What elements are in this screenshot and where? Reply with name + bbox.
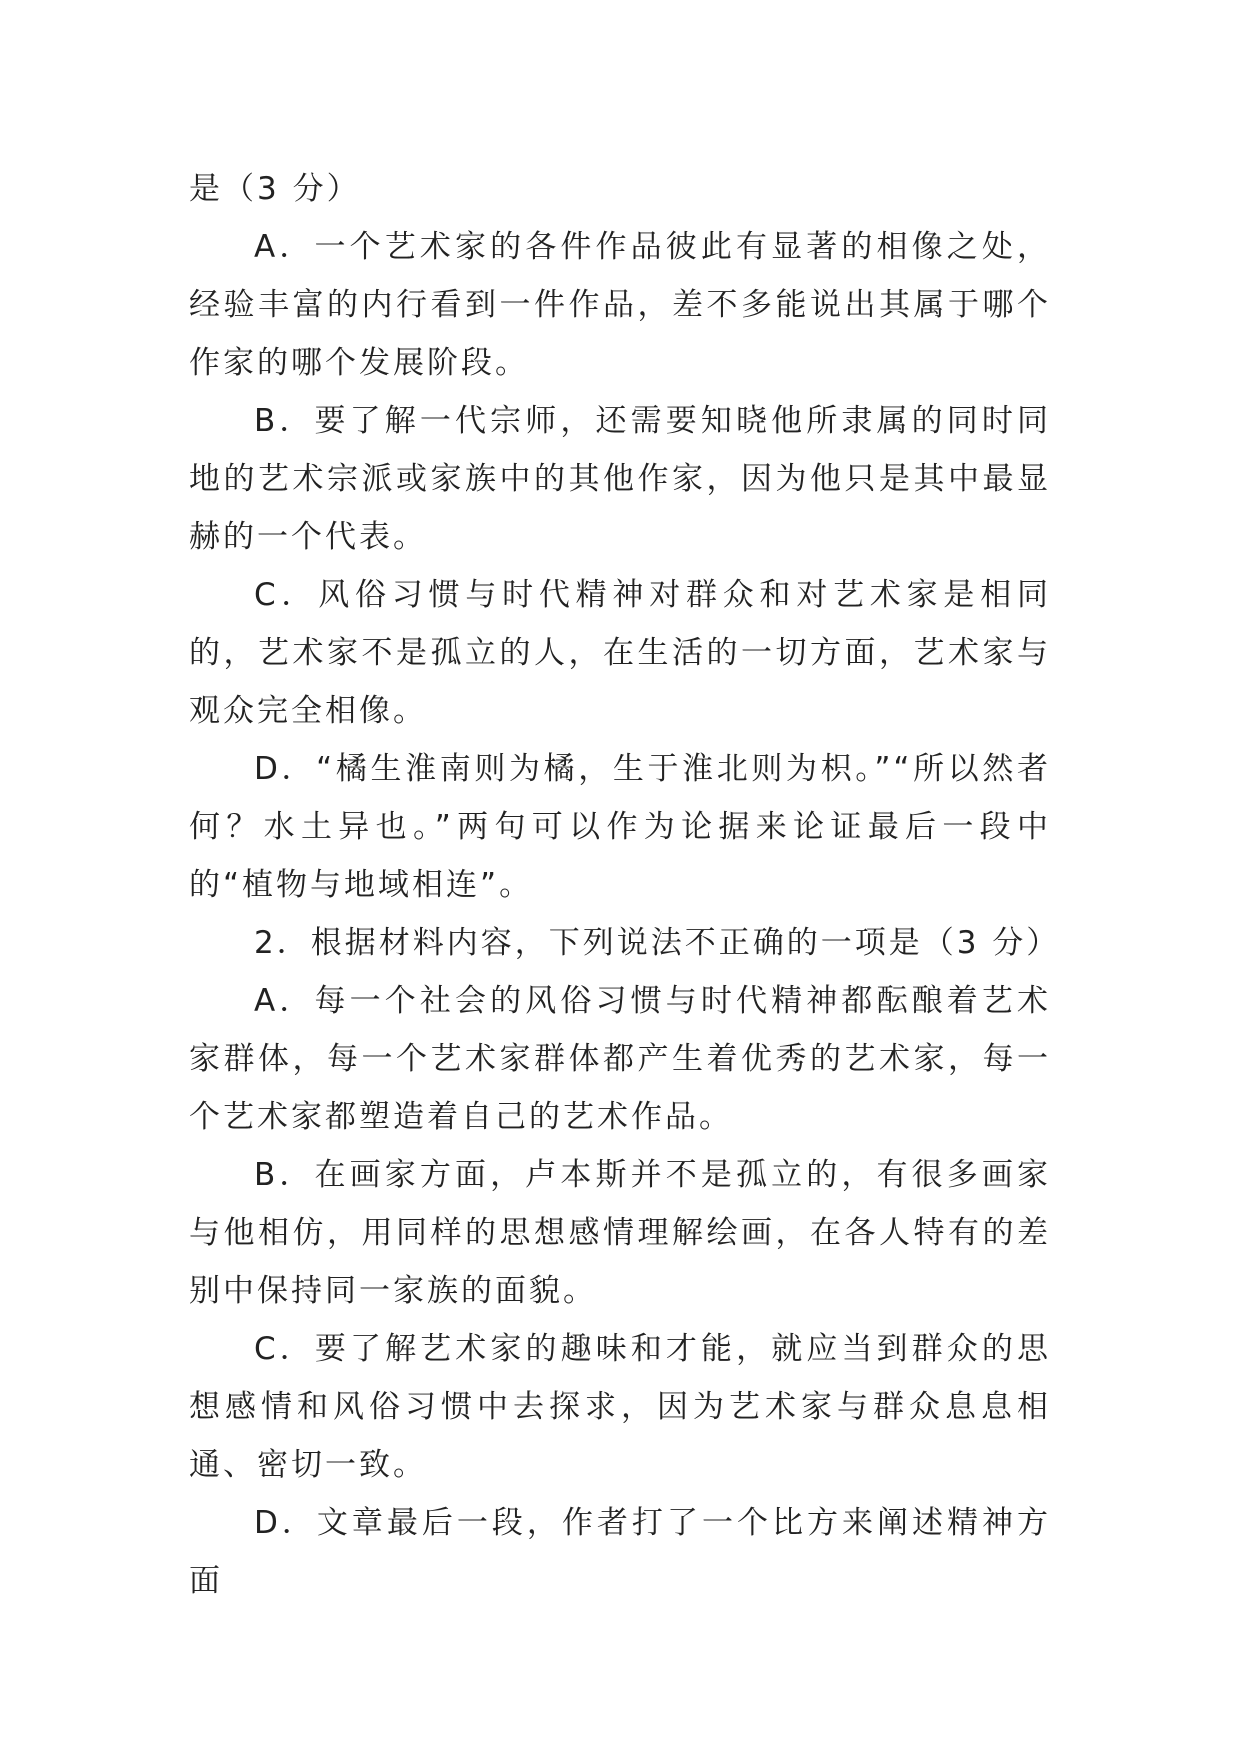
q1-option-a: A．一个艺术家的各件作品彼此有显著的相像之处，经验丰富的内行看到一件作品，差不多能说出其属于哪个作家的哪个发展阶段。	[189, 229, 1051, 381]
q1-option-d: D．“橘生淮南则为橘，生于淮北则为枳。”“所以然者何？水土异也。”两句可以作为论据来论证最后一段中的“植物与地域相连”。	[189, 751, 1051, 903]
q2-option-b: B．在画家方面，卢本斯并不是孤立的，有很多画家与他相仿，用同样的思想感情理解绘画，在各人特有的差别中保持同一家族的面貌。	[189, 1157, 1051, 1309]
question-1-stem-tail: 是（3 分）	[189, 171, 361, 207]
question-2-stem: 2．根据材料内容，下列说法不正确的一项是（3 分）	[254, 925, 1061, 961]
q2-option-d: D．文章最后一段，作者打了一个比方来阐述精神方面	[189, 1505, 1051, 1599]
q1-option-c: C．风俗习惯与时代精神对群众和对艺术家是相同的，艺术家不是孤立的人，在生活的一切方面，艺术家与观众完全相像。	[189, 577, 1051, 729]
q2-option-a: A．每一个社会的风俗习惯与时代精神都酝酿着艺术家群体，每一个艺术家群体都产生着优秀的艺术家，每一个艺术家都塑造着自己的艺术作品。	[189, 983, 1051, 1135]
q1-option-b: B．要了解一代宗师，还需要知晓他所隶属的同时同地的艺术宗派或家族中的其他作家，因为他只是其中最显赫的一个代表。	[189, 403, 1051, 555]
document-body	[189, 160, 1061, 1610]
q2-option-c: C．要了解艺术家的趣味和才能，就应当到群众的思想感情和风俗习惯中去探求，因为艺术家与群众息息相通、密切一致。	[189, 1331, 1051, 1483]
